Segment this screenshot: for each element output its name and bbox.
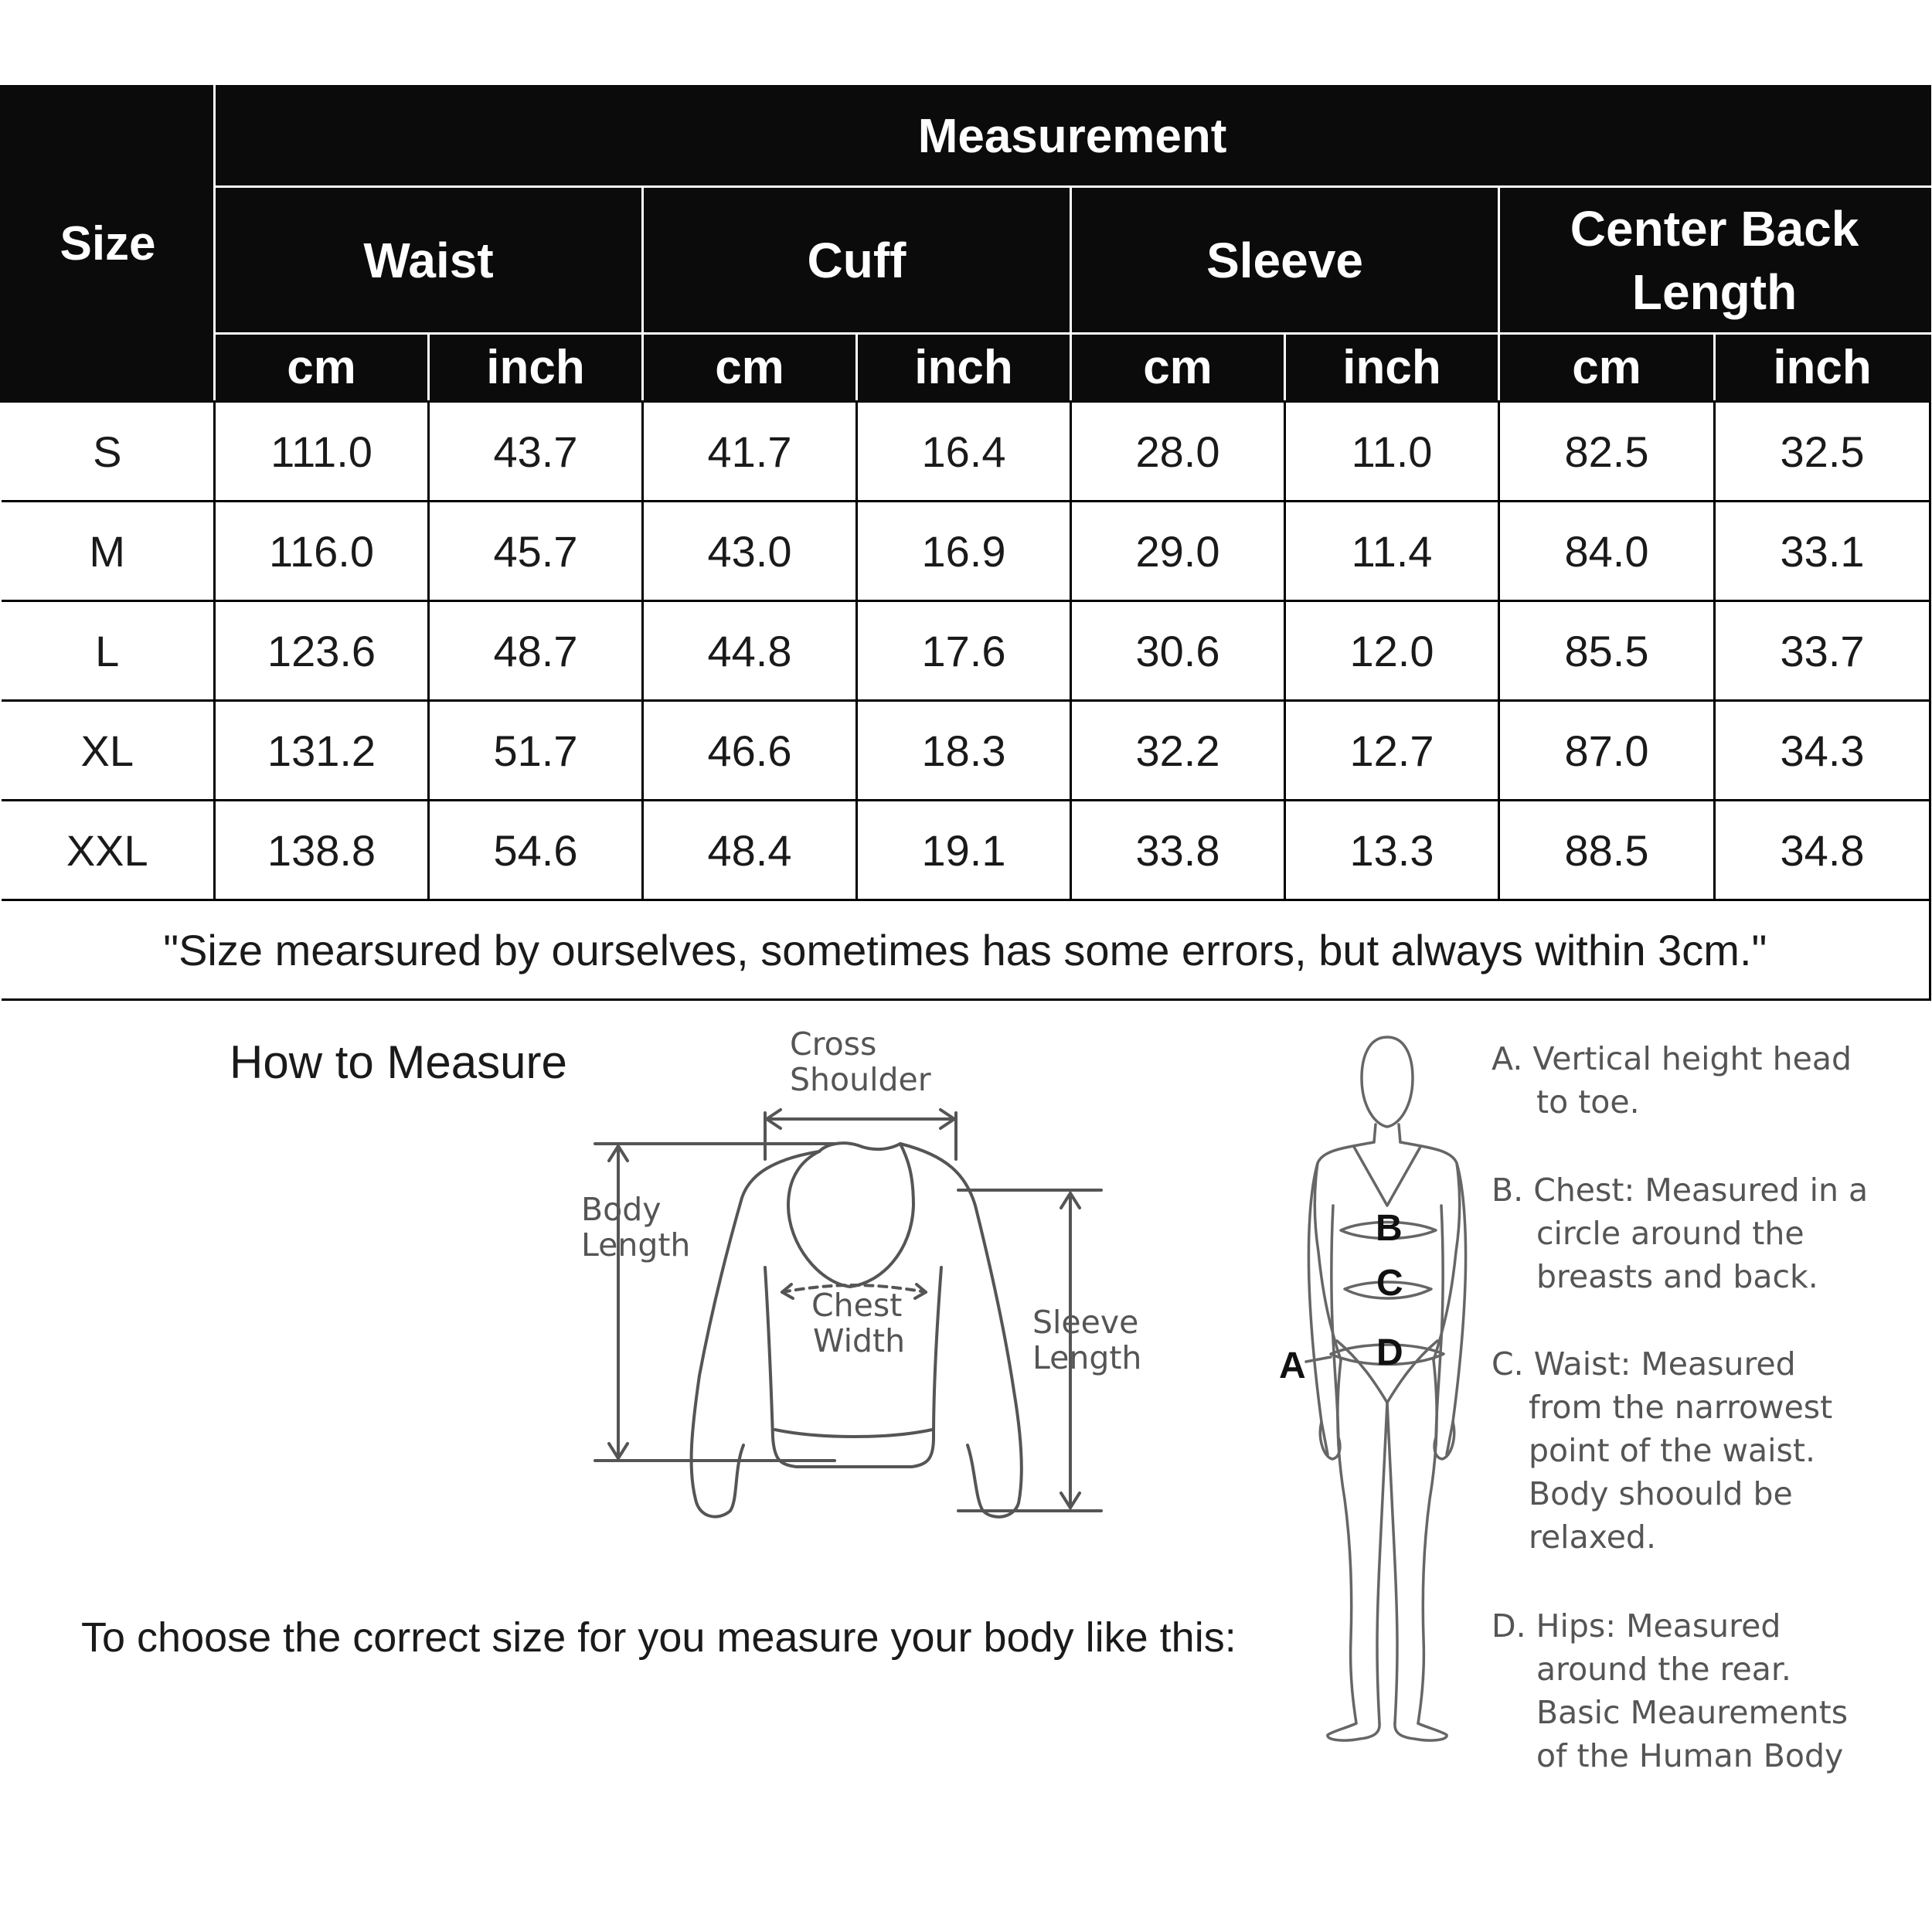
value-cell: 11.0 (1285, 402, 1499, 502)
value-cell: 84.0 (1499, 502, 1715, 601)
description-a (1492, 1037, 1852, 1124)
body-letter-a: A (1279, 1345, 1306, 1386)
value-cell: 11.4 (1285, 502, 1499, 601)
value-cell: 32.2 (1071, 701, 1285, 801)
size-cell: L (2, 601, 215, 701)
value-cell: 12.7 (1285, 701, 1499, 801)
value-cell: 45.7 (429, 502, 643, 601)
group-header-cuff: Cuff (643, 187, 1071, 334)
value-cell: 116.0 (215, 502, 429, 601)
size-cell: M (2, 502, 215, 601)
size-cell: XXL (2, 801, 215, 900)
value-cell: 138.8 (215, 801, 429, 900)
body-letter-d: D (1376, 1332, 1403, 1373)
body-letter-c: C (1376, 1263, 1403, 1304)
group-header-center-back-length: Center Back Length (1499, 187, 1930, 334)
unit-header-3: inch (857, 334, 1071, 402)
value-cell: 12.0 (1285, 601, 1499, 701)
value-cell: 48.4 (643, 801, 857, 900)
value-cell: 85.5 (1499, 601, 1715, 701)
description-line: Basic Meaurements (1536, 1694, 1849, 1731)
value-cell: 123.6 (215, 601, 429, 701)
description-c (1492, 1342, 1832, 1559)
sleeve-length-label-line2: Length (1032, 1339, 1142, 1376)
unit-header-4: cm (1071, 334, 1285, 402)
value-cell: 131.2 (215, 701, 429, 801)
unit-header-2: cm (643, 334, 857, 402)
description-line: from the narrowest (1529, 1389, 1833, 1426)
value-cell: 51.7 (429, 701, 643, 801)
value-cell: 43.0 (643, 502, 857, 601)
value-cell: 43.7 (429, 402, 643, 502)
value-cell: 88.5 (1499, 801, 1715, 900)
description-line: to toe. (1536, 1083, 1640, 1121)
body-letter-b: B (1376, 1208, 1403, 1249)
unit-header-0: cm (215, 334, 429, 402)
group-header-sleeve: Sleeve (1071, 187, 1499, 334)
description-line: B. Chest: Measured in a (1492, 1172, 1869, 1209)
how-to-measure-title: How to Measure (230, 1036, 567, 1088)
sleeve-length-label-line1: Sleeve (1032, 1304, 1139, 1341)
description-line: circle around the (1536, 1215, 1804, 1252)
unit-header-1: inch (429, 334, 643, 402)
measurement-header: Measurement (215, 87, 1930, 187)
value-cell: 34.3 (1715, 701, 1930, 801)
description-line: point of the waist. (1529, 1432, 1815, 1469)
cross-shoulder-label-line2: Shoulder (790, 1061, 931, 1098)
description-line: A. Vertical height head (1492, 1040, 1852, 1077)
size-column-header: Size (2, 87, 215, 402)
description-line: breasts and back. (1536, 1258, 1818, 1295)
group-header-waist: Waist (215, 187, 643, 334)
value-cell: 111.0 (215, 402, 429, 502)
value-cell: 13.3 (1285, 801, 1499, 900)
value-cell: 87.0 (1499, 701, 1715, 801)
value-cell: 16.4 (857, 402, 1071, 502)
value-cell: 28.0 (1071, 402, 1285, 502)
chest-width-label-line2: Width (813, 1322, 906, 1359)
cross-shoulder-label-line1: Cross (790, 1026, 877, 1063)
value-cell: 29.0 (1071, 502, 1285, 601)
description-line: of the Human Body (1536, 1737, 1844, 1774)
body-length-label-line1: Body (581, 1191, 662, 1228)
value-cell: 18.3 (857, 701, 1071, 801)
value-cell: 48.7 (429, 601, 643, 701)
size-cell: S (2, 402, 215, 502)
body-length-label-line2: Length (581, 1226, 691, 1264)
value-cell: 32.5 (1715, 402, 1930, 502)
description-line: C. Waist: Measured (1492, 1345, 1796, 1383)
description-line: D. Hips: Measured (1492, 1607, 1781, 1645)
value-cell: 16.9 (857, 502, 1071, 601)
value-cell: 17.6 (857, 601, 1071, 701)
value-cell: 19.1 (857, 801, 1071, 900)
description-line: around the rear. (1536, 1651, 1791, 1688)
value-cell: 41.7 (643, 402, 857, 502)
value-cell: 82.5 (1499, 402, 1715, 502)
description-line: relaxed. (1529, 1519, 1656, 1556)
value-cell: 33.1 (1715, 502, 1930, 601)
description-b (1492, 1168, 1868, 1298)
value-cell: 46.6 (643, 701, 857, 801)
value-cell: 44.8 (643, 601, 857, 701)
value-cell: 54.6 (429, 801, 643, 900)
value-cell: 30.6 (1071, 601, 1285, 701)
choose-size-instruction: To choose the correct size for you measure your body like this: (81, 1614, 1236, 1661)
size-disclaimer-note: "Size mearsured by ourselves, sometimes has some errors, but always within 3cm." (2, 900, 1930, 1000)
value-cell: 33.7 (1715, 601, 1930, 701)
value-cell: 34.8 (1715, 801, 1930, 900)
unit-header-6: cm (1499, 334, 1715, 402)
chest-width-label-line1: Chest (811, 1287, 903, 1324)
unit-header-7: inch (1715, 334, 1930, 402)
unit-header-5: inch (1285, 334, 1499, 402)
size-cell: XL (2, 701, 215, 801)
description-line: Body shoould be (1529, 1475, 1793, 1512)
value-cell: 33.8 (1071, 801, 1285, 900)
description-d (1492, 1604, 1848, 1777)
